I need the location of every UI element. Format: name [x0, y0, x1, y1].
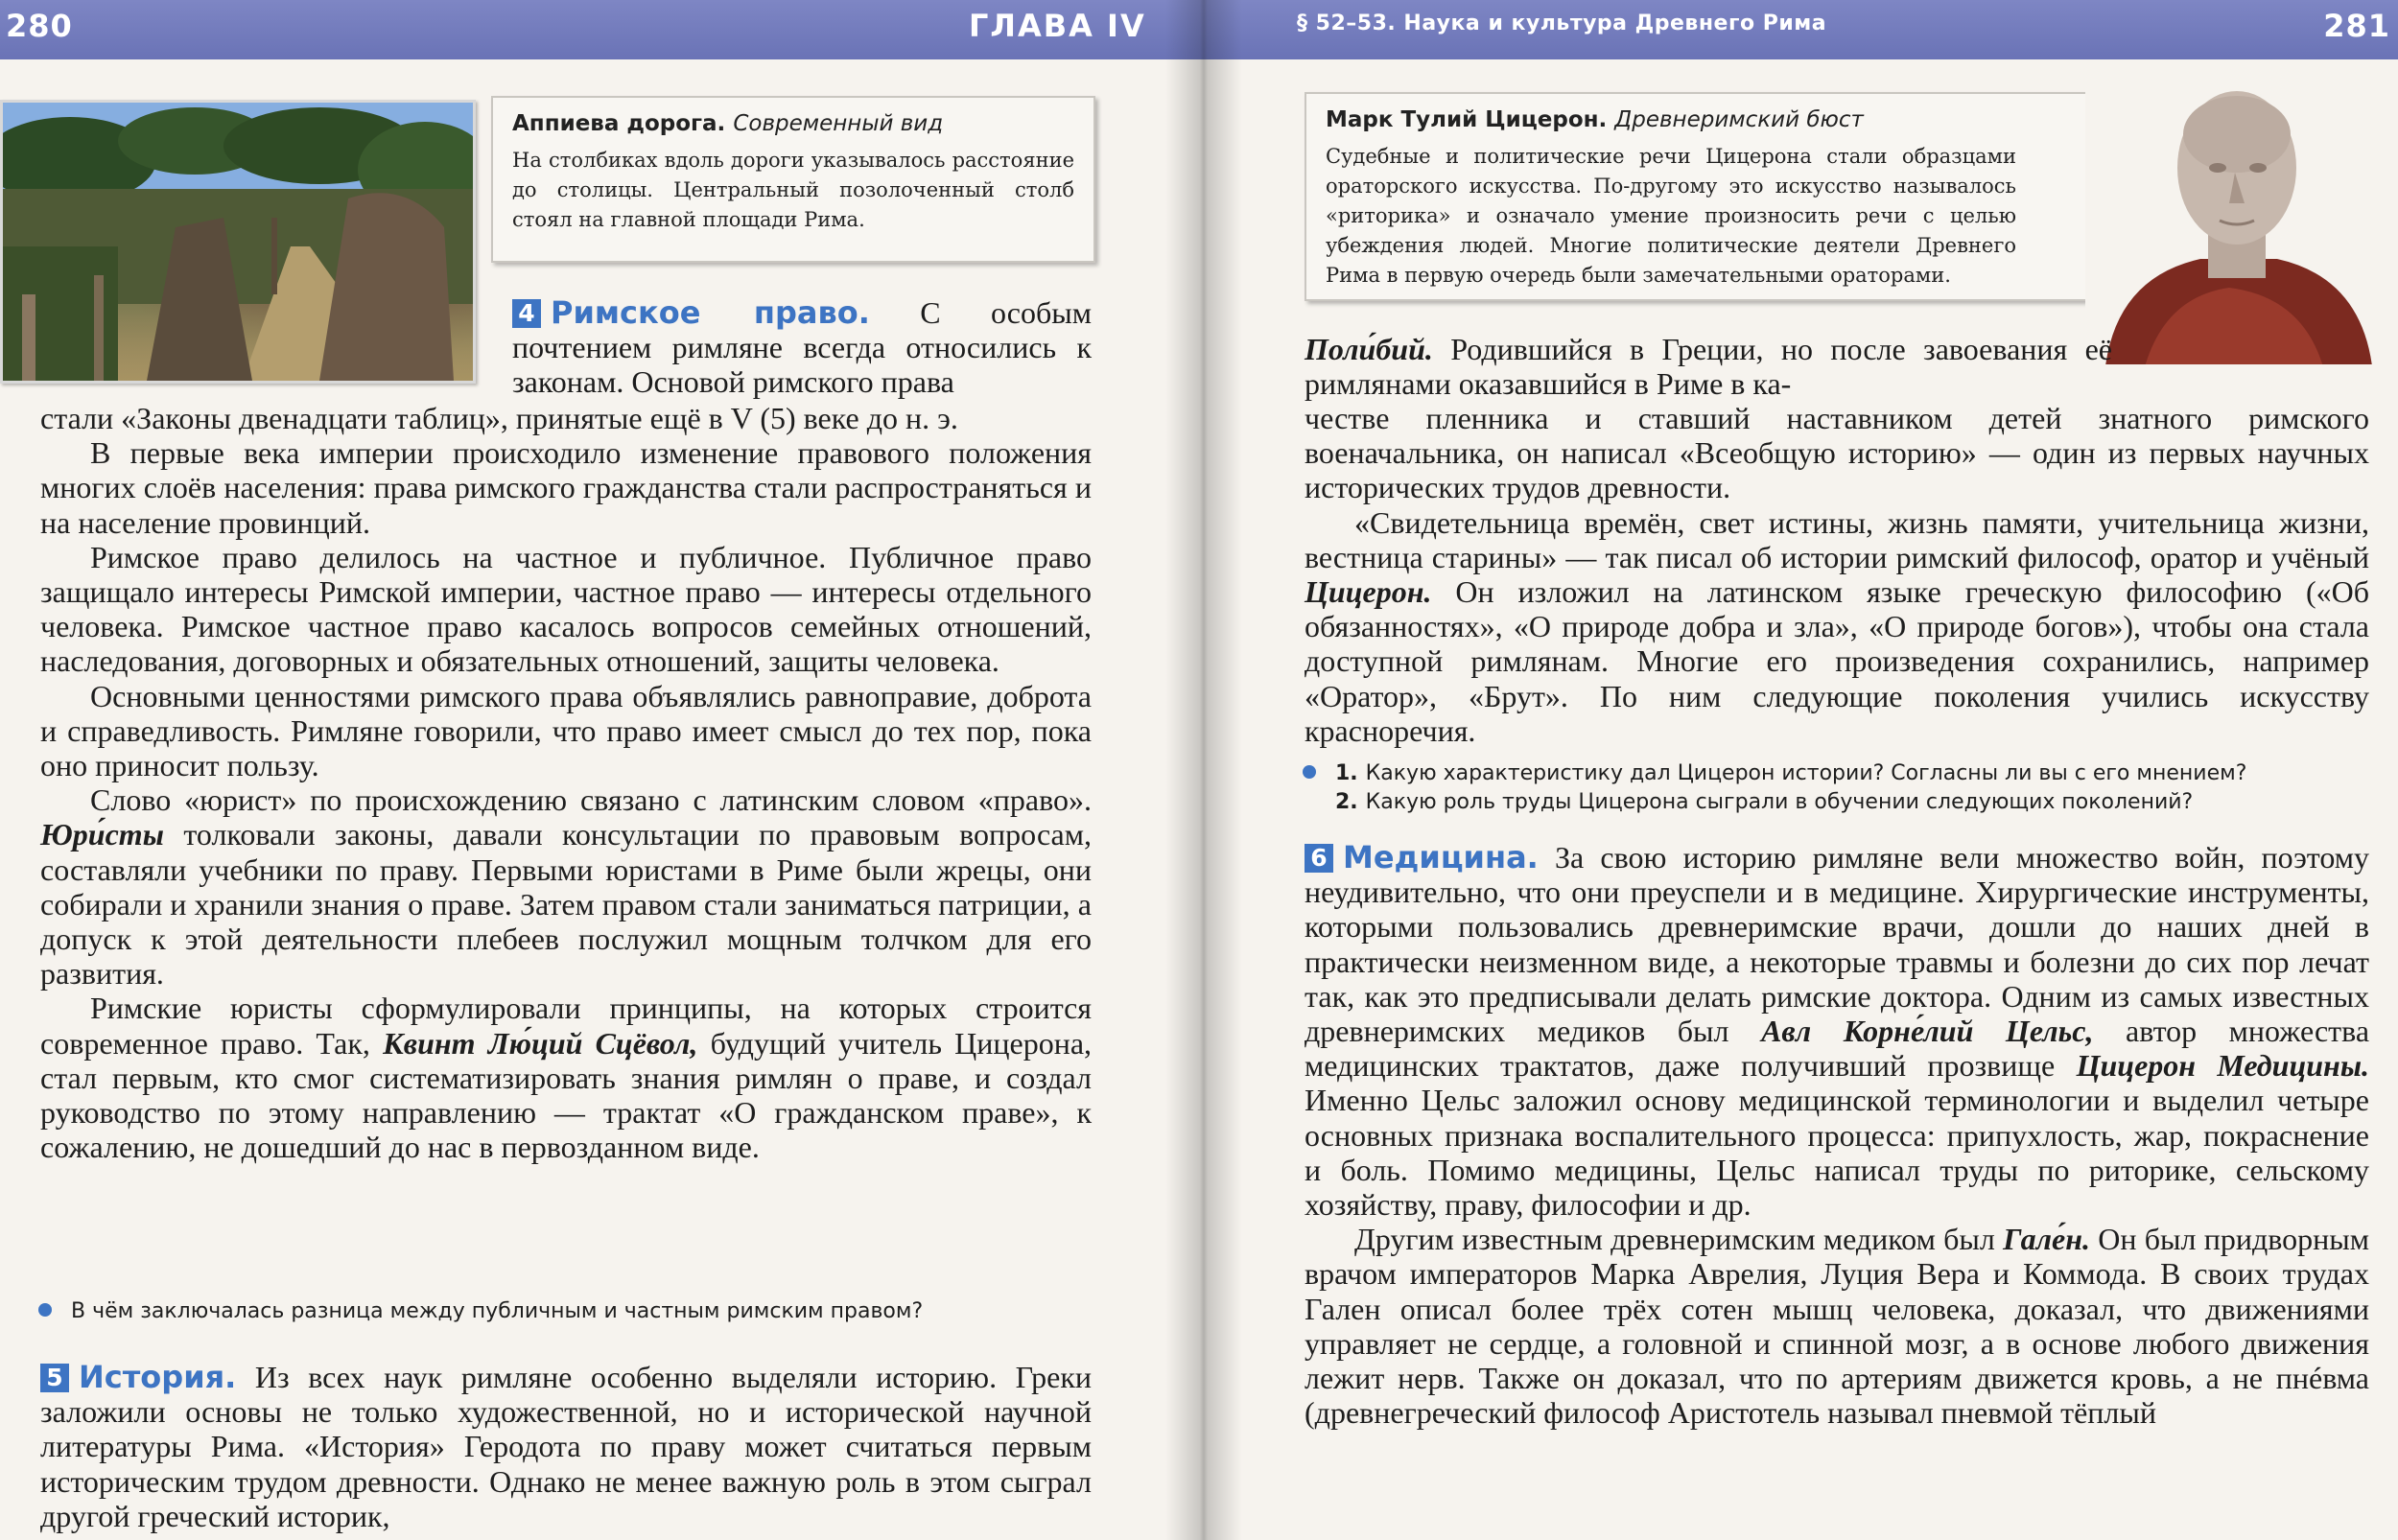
section-5-heading: 5 История. — [40, 1359, 236, 1395]
review-question-2: 2. Какую роль труды Цицерона сыграли в обучении следующих поколений? — [1335, 790, 2194, 814]
appian-way-caption-title: Аппиева дорога. Современный вид — [512, 111, 944, 136]
section-6-heading: 6 Медицина. — [1305, 839, 1539, 875]
section-4-intro: 4 Римское право. С особым почтением римляне всегда относились к законам. Основой римского права — [512, 294, 1092, 400]
polybius-intro: Поли́бий. Родившийся в Греции, но после завоевания её римлянами оказавшийся в Риме в ка- — [1305, 332, 2113, 402]
left-review-question: В чём заключалась разница между публичным и частным римским правом? — [38, 1297, 1093, 1326]
section-running-title: § 52–53. Наука и культура Древнего Рима — [1297, 12, 1827, 35]
cicero-caption-title: Марк Тулий Цицерон. Древнеримский бюст — [1326, 107, 1864, 132]
section-4-paragraph-5: Слово «юрист» по происхождению связано с латинским словом «право». Юри́сты толковали законы, давали консультации по правовым вопросам, составляли учебники по праву. Первыми юристами в Риме были жрецы, они собирали и хранили знания о праве. Затем правом стали заниматься патриции, а допуск к этой деятельности плебеев послужил мощным толчком для его развития. — [40, 782, 1093, 992]
section-4-paragraph-3: Римское право делилось на частное и публичное. Публичное право защищало интересы Римской империи, частное право — интересы отдельного человека. Римское частное право касалось вопросов семейных отношений, наследования, договорных и обязательных отношений, защиты человека. — [40, 539, 1092, 679]
page-number-right: 281 — [2323, 8, 2390, 44]
section-6-paragraph-2: Другим известным древнеримским медиком был Гале́н. Он был придворным врачом императоров Марка Аврелия, Луция Вера и Коммода. В своих трудах Гален описал более трёх сотен мышц человека, доказал, что движениями управляет не сердце, а головной и спинной мозг, а в основе любого движения лежит нерв. Также он доказал, что по артериям движется кровь, а не пнéвма (древнегреческий философ Аристотель называл пневмой тёплый — [1305, 1222, 2370, 1431]
section-4-number: 4 — [512, 299, 541, 328]
section-4-paragraph-6: Римские юристы сформулировали принципы, на которых строится современное право. Так, Квинт Лю́ций Сцёвол, будущий учитель Цицерона, стал первым, кто смог систематизировать знания римлян о праве, и создал руководство по этому направлению — трактат «О гражданском праве», к сожалению, не дошедший до нас в первозданном виде. — [40, 991, 1093, 1165]
question-bullet-icon — [1303, 765, 1316, 779]
right-header-bar — [1201, 0, 2398, 59]
chapter-title: ГЛАВА IV — [969, 8, 1146, 44]
section-4-paragraph-1: стали «Законы двенадцати таблиц», принятые ещё в V (5) веке до н. э. — [40, 401, 958, 435]
cicero-paragraph: «Свидетельница времён, свет истины, жизнь памяти, учительница жизни, вестница старины» — так писал об истории римский философ, оратор и учёный Цицерон. Он изложил на латинском языке греческую философию («Об обязанностях», «О природе добра и зла», «О природе богов»), чтобы она стала доступной римлянам. Многие его произведения сохранились, например «Оратор», «Брут». По ним следующие поколения учились искусству красноречия. — [1305, 504, 2370, 748]
cicero-bust-illustration — [2085, 77, 2385, 364]
question-bullet-icon — [38, 1303, 52, 1317]
right-body-text — [1305, 401, 2369, 748]
review-question-1: 1. Какую характеристику дал Цицерон истории? Согласны ли вы с его мнением? — [1303, 759, 2396, 788]
left-body-text — [40, 401, 1092, 1164]
appian-way-caption-text: На столбиках вдоль дороги указывалось расстояние до столицы. Центральный позолоченный столб стоял на главной площади Рима. — [512, 149, 1074, 231]
appian-way-illustration — [3, 103, 473, 381]
appian-way-caption — [491, 96, 1095, 263]
right-page — [1201, 0, 2398, 1540]
cicero-bust-photo — [2085, 77, 2385, 364]
section-5-number: 5 — [40, 1364, 69, 1392]
section-4-heading: 4 Римское право. — [512, 294, 870, 331]
cicero-caption-text: Судебные и политические речи Цицерона стали образцами ораторского искусства. По-другому это искусство называлось «риторика» и означало умение произносить речи с целью убеждения людей. Многие политические деятели Древнего Рима в первую очередь были замечательными ораторами. — [1326, 145, 2016, 287]
section-6-text — [1305, 840, 2369, 1430]
left-header-bar — [0, 0, 1201, 59]
page-number-left: 280 — [6, 8, 73, 44]
section-6-number: 6 — [1305, 844, 1333, 873]
section-4-paragraph-2: В первые века империи происходило изменение правового положения многих слоёв населения: права римского гражданства стали распространяться и на население провинций. — [40, 435, 1092, 540]
appian-way-photo — [0, 100, 476, 384]
section-6-paragraph-1: 6 Медицина. За свою историю римляне вели множество войн, поэтому неудивительно, что они преуспели и в медицине. Хирургические инструменты, которыми пользовались древнеримские врачи, дошли до наших дней в практически неизменном виде, а некоторые травмы и болезни до сих пор лечат так, как это предписывали делать римские доктора. Одним из самых известных древнеримских медиков был Авл Корне́лий Цельс, автор множества медицинских трактатов, даже получивший прозвище Цицерон Медицины. Именно Цельс заложил основу медицинской терминологии и выделил четыре основных признака воспалительного процесса: припухлость, жар, покраснение и боль. Помимо медицины, Цельс написал труды по риторике, сельскому хозяйству, праву, философии и др. — [1305, 839, 2370, 1223]
section-5-text: 5 История. Из всех наук римляне особенно выделяли историю. Греки заложили основы не только художественной, но и исторической научной литературы Рима. «История» Геродота по праву может считаться первым историческим трудом древности. Однако не менее важную роль в этом сыграл другой греческий историк, — [40, 1359, 1093, 1533]
polybius-paragraph: честве пленника и ставший наставником детей знатного римского военачальника, он написал «Всеобщую историю» — один из первых научных исторических трудов древности. — [1305, 401, 2369, 505]
right-review-questions — [1303, 759, 2396, 817]
section-4-paragraph-4: Основными ценностями римского права объявлялись равноправие, доброта и справедливость. Римляне говорили, что право имеет смысл до тех пор, пока оно приносит пользу. — [40, 678, 1092, 783]
